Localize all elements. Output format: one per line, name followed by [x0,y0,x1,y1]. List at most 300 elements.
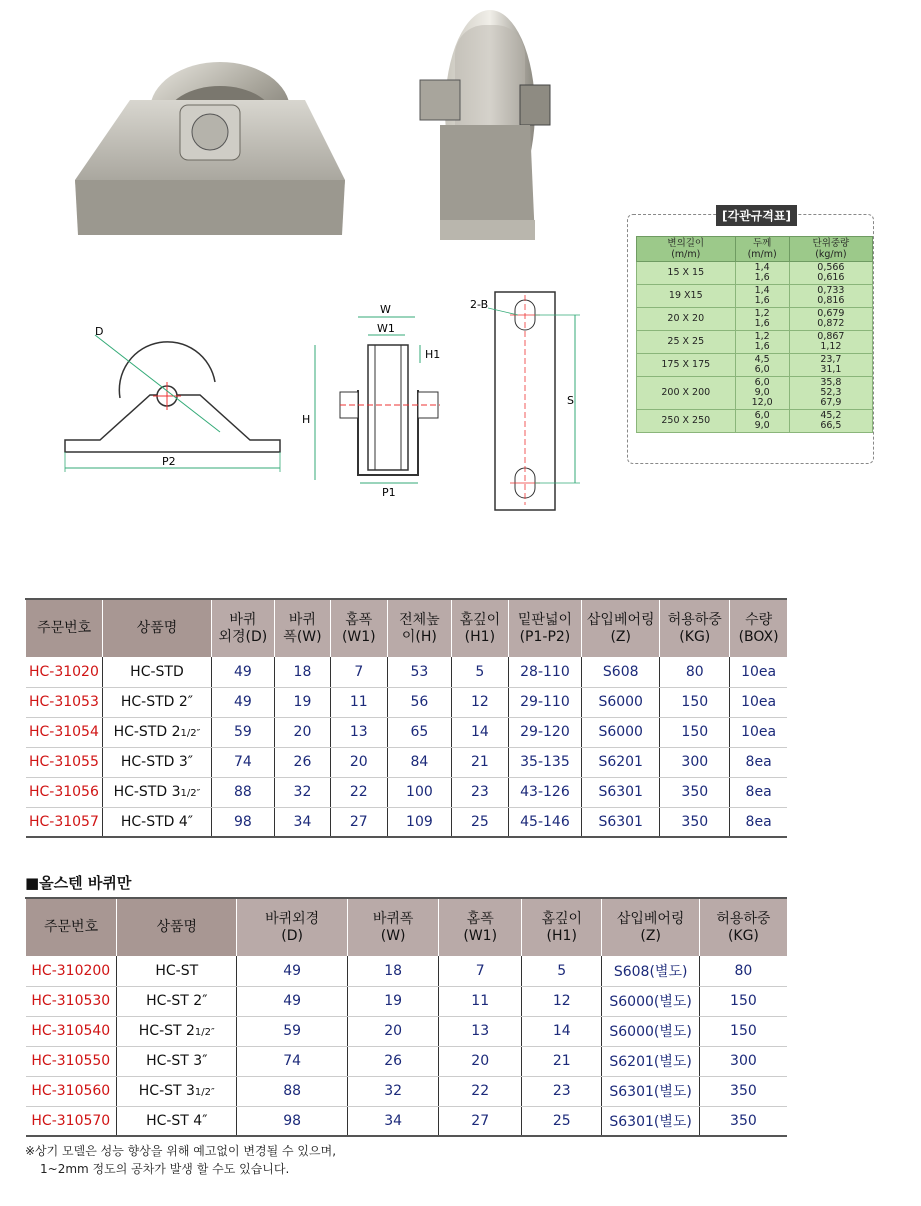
table-row [26,956,788,986]
cell-value-w: 26 [384,1053,403,1069]
header-line: (Z) [640,927,661,944]
product-name: HC-STD [130,663,184,680]
spec-row [637,410,873,433]
spec-size [637,262,736,285]
cell-z [582,717,660,747]
cell-box [730,777,787,807]
cell-value-z: S608 [602,663,639,680]
cell-w1 [330,717,387,747]
table2-header-2 [237,898,347,956]
cell-value-box: 10ea [741,724,777,740]
cell-value-z: S6000 [598,694,643,710]
spec-size-value: 250 X 250 [661,415,711,426]
cell-w [347,1016,439,1046]
cell-h [387,747,451,777]
cell-value-box: 8ea [745,784,772,800]
cell-name [103,807,211,837]
cell-value-h1: 14 [552,1023,571,1039]
cell-w [275,747,331,777]
header-line: 바퀴외경 [265,910,320,927]
cell-value-h1: 14 [470,724,489,740]
table-row [26,1106,788,1136]
cell-value-h1: 5 [475,663,485,680]
product-name: HC-ST 4″ [146,1112,208,1129]
spec-size-value: 200 X 200 [661,387,711,398]
cell-value-h1: 12 [470,694,489,710]
spec-header-line: 변의길이 [667,238,705,249]
header-line: 허용하중 [667,611,722,628]
cell-h1 [451,657,508,687]
cell-value-kg: 150 [681,694,709,710]
drawing-bottom-view [470,290,585,520]
cell-code [26,807,103,837]
cell-kg [699,956,787,986]
spec-t-value: 6,0 [754,410,770,421]
cell-value-kg: 300 [730,1053,757,1069]
spec-w-value: 0,867 [817,331,845,342]
header-line: (W1) [341,628,376,645]
table2-header-4 [439,898,522,956]
cell-value-d: 59 [283,1023,302,1039]
spec-header-line: (kg/m) [815,249,847,260]
cell-name [117,986,237,1016]
cell-code [26,986,117,1016]
cell-value-d: 49 [283,962,302,979]
header-line: 삽입베어링 [616,910,685,927]
spec-w-value: 1,12 [820,341,842,352]
cell-value-w1: 11 [471,993,490,1009]
cell-h1 [521,1046,601,1076]
table1-header-6 [451,599,508,657]
cell-value-w1: 13 [471,1023,490,1039]
spec-w [789,285,872,308]
cell-value-z: S6301(별도) [609,1113,692,1130]
header-line: (BOX) [738,628,779,645]
spec-w-value: 35,8 [820,377,842,388]
cell-value-box: 10ea [741,694,777,710]
cell-code [26,777,103,807]
cell-value-kg: 350 [681,784,709,800]
spec-size [637,285,736,308]
cell-w [347,986,439,1016]
spec-t-value: 6,0 [754,364,770,375]
cell-z [582,807,660,837]
cell-value-z: S6000(별도) [609,994,692,1010]
table2-header-3 [347,898,439,956]
cell-value-w: 26 [293,754,312,770]
cell-value-h1: 25 [470,813,489,830]
product-name-fraction: 1/2″ [194,1027,215,1038]
cell-w1 [330,807,387,837]
table-row [26,717,788,747]
spec-w-value: 0,733 [817,285,845,296]
spec-row [637,308,873,331]
cell-h [387,687,451,717]
cell-value-p: 29-120 [520,724,570,740]
table-row [26,747,788,777]
cell-value-h: 109 [406,813,433,830]
header-line: (D) [281,927,303,944]
tube-spec-table [636,236,873,433]
table2-header-5 [521,898,601,956]
spec-row [637,377,873,410]
spec-t-value: 12,0 [751,397,773,408]
cell-value-w1: 20 [349,754,368,770]
cell-value-code: HC-310540 [31,1023,111,1039]
cell-value-w1: 27 [349,813,368,830]
cell-value-z: S6301 [598,813,643,830]
cell-value-code: HC-31057 [28,813,99,830]
cell-value-h: 65 [410,724,429,740]
cell-kg [660,717,730,747]
cell-w [347,956,439,986]
product-name-fraction: 1/2″ [180,788,201,799]
spec-header-1 [735,237,789,262]
drawing-side-view [55,320,295,480]
cell-value-z: S6000(별도) [609,1024,692,1040]
cell-value-d: 49 [233,694,252,710]
header-line: 전체높 [399,611,440,628]
spec-t [735,308,789,331]
cell-box [730,657,787,687]
cell-value-p: 29-110 [520,694,570,710]
spec-w-value: 23,7 [820,354,842,365]
header-line: 바퀴 [288,611,316,628]
cell-value-w: 18 [293,663,312,680]
table1-header-9 [660,599,730,657]
product-photo-side [410,5,580,250]
label-b: 2-B [470,298,489,311]
header-line: (KG) [679,628,711,645]
cell-value-w1: 7 [475,962,485,979]
cell-w [347,1076,439,1106]
label-p1: P1 [382,486,396,499]
label-p2: P2 [162,455,176,468]
spec-size-value: 15 X 15 [667,267,705,278]
cell-h1 [521,1016,601,1046]
cell-kg [699,1046,787,1076]
cell-value-d: 59 [233,724,252,740]
spec-size-value: 25 X 25 [667,336,705,347]
spec-w [789,331,872,354]
table-row [26,986,788,1016]
cell-value-h1: 12 [552,993,571,1009]
spec-size-value: 19 X15 [668,290,703,301]
cell-z [602,1016,699,1046]
cell-d [211,807,275,837]
cell-value-h1: 21 [470,754,489,770]
cell-h1 [451,807,508,837]
spec-t [735,377,789,410]
cell-d [211,777,275,807]
spec-w-value: 45,2 [820,410,842,421]
cell-w1 [439,986,522,1016]
cell-code [26,717,103,747]
cell-value-z: S6301(별도) [609,1084,692,1100]
spec-w-value: 0,872 [817,318,845,329]
cell-value-h1: 23 [552,1083,571,1099]
table-row [26,807,788,837]
cell-value-w: 19 [293,694,312,710]
cell-value-w1: 22 [471,1083,490,1099]
spec-w [789,308,872,331]
table-row [26,1076,788,1106]
cell-z [602,956,699,986]
cell-d [211,717,275,747]
cell-h [387,777,451,807]
cell-name [117,1016,237,1046]
cell-value-d: 98 [283,1112,302,1129]
spec-header-line: 두께 [752,238,772,249]
tube-spec-box [627,209,874,464]
cell-name [103,687,211,717]
cell-code [26,1046,117,1076]
spec-w-value: 0,616 [817,272,845,283]
header-line: 홈폭 [345,611,373,628]
table2-header-7 [699,898,787,956]
spec-t-value: 1,4 [754,262,770,273]
table2-header-1 [117,898,237,956]
header-line: (Z) [610,628,631,645]
cell-value-d: 88 [283,1083,302,1099]
cell-p [508,687,581,717]
header-line: (H1) [546,927,577,944]
cell-p [508,777,581,807]
cell-value-w: 19 [384,993,403,1009]
cell-w1 [330,687,387,717]
spec-w-value: 31,1 [820,364,842,375]
cell-value-code: HC-31055 [28,754,99,770]
cell-value-code: HC-31056 [28,784,99,800]
header-line: 수량 [745,611,773,628]
cell-d [237,986,347,1016]
header-line: (KG) [727,927,759,944]
product-name: HC-STD 2″ [120,694,194,710]
cell-value-z: S6201 [598,754,643,770]
product-name: HC-STD 3″ [120,754,194,770]
cell-value-code: HC-310570 [31,1112,111,1129]
cell-w1 [439,1016,522,1046]
cell-name [103,717,211,747]
spec-t-value: 1,2 [754,331,770,342]
cell-box [730,687,787,717]
label-h1: H1 [425,348,441,361]
cell-z [602,1076,699,1106]
cell-w1 [439,1076,522,1106]
spec-t [735,354,789,377]
cell-d [237,1016,347,1046]
cell-w1 [439,1106,522,1136]
cell-value-code: HC-31054 [28,724,99,740]
product-table-wheel-only [25,897,787,1137]
cell-p [508,807,581,837]
table-row [26,1046,788,1076]
cell-value-p: 28-110 [520,663,570,680]
header-line: (H1) [464,628,496,645]
cell-box [730,717,787,747]
label-s: S [567,394,574,407]
cell-value-h1: 5 [557,962,567,979]
spec-t [735,410,789,433]
spec-row [637,262,873,285]
cell-code [26,1016,117,1046]
cell-kg [660,807,730,837]
cell-value-h: 56 [410,694,429,710]
cell-value-w1: 22 [349,784,368,800]
cell-value-code: HC-310560 [31,1083,111,1099]
product-name-fraction: 1/2″ [194,1087,215,1098]
spec-row [637,354,873,377]
cell-h1 [521,956,601,986]
spec-t-value: 1,6 [754,272,770,283]
cell-w [275,687,331,717]
cell-value-w1: 11 [349,694,368,710]
cell-value-h1: 25 [552,1112,571,1129]
spec-t-value: 6,0 [754,377,770,388]
header-line: 폭(W) [283,628,322,645]
header-line: 외경(D) [218,628,268,645]
cell-value-kg: 350 [681,813,709,830]
cell-h1 [451,777,508,807]
cell-value-code: HC-31053 [28,694,99,710]
cell-name [103,777,211,807]
cell-code [26,1076,117,1106]
note-line-1: ※상기 모델은 성능 향상을 위해 예고없이 변경될 수 있으며, [25,1144,337,1158]
cell-w [275,807,331,837]
spec-t-value: 1,6 [754,341,770,352]
cell-value-w1: 27 [471,1112,490,1129]
cell-box [730,747,787,777]
cell-code [26,657,103,687]
table2-header-6 [602,898,699,956]
tube-spec-title: [각관규격표] [716,205,797,226]
product-name: HC-ST 2 [138,1023,195,1039]
spec-header-line: 단위중량 [812,238,850,249]
header-line: (P1-P2) [519,628,571,645]
table-row [26,657,788,687]
table1-header-10 [730,599,787,657]
spec-w [789,410,872,433]
cell-d [237,1076,347,1106]
cell-name [103,747,211,777]
cell-kg [699,1106,787,1136]
cell-value-kg: 150 [730,993,757,1009]
cell-value-d: 74 [283,1053,302,1069]
cell-value-w: 20 [293,724,312,740]
cell-w1 [439,956,522,986]
section-title-wheel-only: ■올스텐 바퀴만 [25,874,132,892]
cell-name [117,1076,237,1106]
cell-value-z: S6301 [598,784,643,800]
cell-h1 [521,1106,601,1136]
spec-t [735,285,789,308]
header-line: 밑판넓이 [517,611,572,628]
product-name: HC-STD 4″ [120,813,194,830]
cell-h1 [451,717,508,747]
cell-w1 [439,1046,522,1076]
cell-p [508,657,581,687]
spec-w-value: 0,679 [817,308,845,319]
cell-value-h: 84 [410,754,429,770]
table1-header-0 [26,599,103,657]
cell-value-code: HC-31020 [28,663,99,680]
cell-value-p: 35-135 [520,754,570,770]
table1-header-4 [330,599,387,657]
table1-header-1 [103,599,211,657]
header-line: 바퀴폭 [372,910,414,927]
cell-box [730,807,787,837]
cell-w [275,717,331,747]
cell-d [211,657,275,687]
table-row [26,1016,788,1046]
spec-header-2 [789,237,872,262]
cell-value-w: 32 [293,784,312,800]
spec-header-line: (m/m) [671,249,701,260]
product-name: HC-STD 3 [113,784,181,800]
spec-size-value: 20 X 20 [667,313,705,324]
cell-name [117,1106,237,1136]
cell-value-d: 49 [233,663,252,680]
cell-w [275,777,331,807]
cell-h1 [521,986,601,1016]
table-row [26,777,788,807]
cell-d [237,956,347,986]
cell-kg [699,1076,787,1106]
spec-w-value: 52,3 [820,387,842,398]
spec-header-line: (m/m) [747,249,777,260]
header-line: 바퀴 [229,611,257,628]
cell-w [347,1106,439,1136]
cell-z [602,1106,699,1136]
spec-t-value: 1,6 [754,318,770,329]
cell-value-z: S6201(별도) [609,1054,692,1070]
cell-kg [660,777,730,807]
cell-value-w1: 7 [354,663,364,680]
spec-t-value: 1,2 [754,308,770,319]
cell-name [117,1046,237,1076]
cell-value-kg: 80 [685,663,704,680]
spec-size [637,354,736,377]
cell-d [237,1046,347,1076]
cell-value-w: 34 [293,813,312,830]
cell-value-code: HC-310200 [31,962,111,979]
product-name: HC-ST 2″ [146,993,208,1009]
cell-value-kg: 150 [730,1023,757,1039]
cell-name [103,657,211,687]
spec-t-value: 4,5 [754,354,770,365]
cell-code [26,1106,117,1136]
cell-z [582,657,660,687]
label-w1: W1 [377,322,395,335]
header-line: 삽입베어링 [586,611,655,628]
product-table-full [25,598,787,838]
product-name: HC-ST [155,962,199,979]
cell-w [347,1046,439,1076]
cell-kg [660,687,730,717]
cell-value-w: 20 [384,1023,403,1039]
cell-value-box: 8ea [745,813,772,830]
cell-code [26,747,103,777]
spec-w-value: 0,566 [817,262,845,273]
cell-value-h1: 21 [552,1053,571,1069]
cell-h [387,657,451,687]
header-line: 이(H) [401,628,437,645]
cell-value-h: 53 [410,663,429,680]
cell-value-h1: 23 [470,784,489,800]
spec-t [735,262,789,285]
cell-z [582,777,660,807]
cell-value-d: 98 [233,813,252,830]
